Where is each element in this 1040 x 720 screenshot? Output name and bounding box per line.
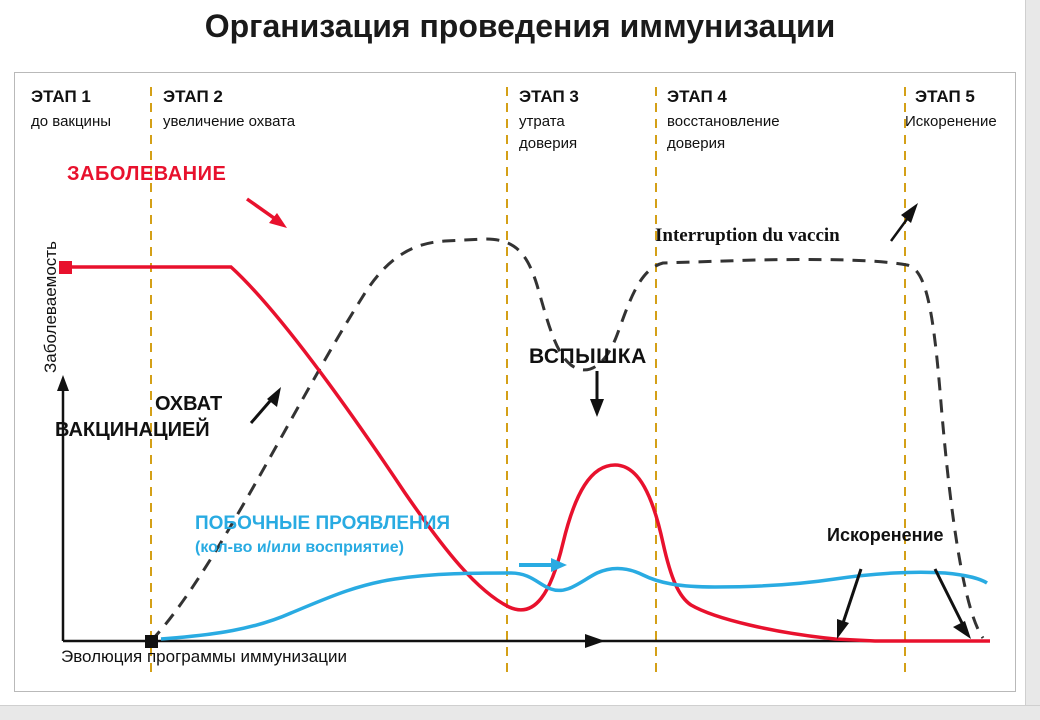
series-disease-line [65, 267, 990, 641]
annotation-coverage-line1: ОХВАТ [155, 393, 223, 415]
annotation-interruption: Interruption du vaccin [655, 225, 840, 246]
stage-2-subtitle: увеличение охвата [163, 113, 296, 130]
x-axis-label: Эволюция программы иммунизации [61, 647, 347, 666]
stage-1-subtitle: до вакцины [31, 113, 112, 130]
coverage-arrow [251, 387, 281, 423]
annotation-side-effects-line2: (кол-во и/или восприятие) [195, 539, 404, 556]
outbreak-arrow [590, 371, 604, 417]
annotation-disease: ЗАБОЛЕВАНИЕ [67, 163, 227, 185]
series-side-effects-line [161, 569, 987, 639]
page-title: Организация проведения иммунизации [204, 8, 836, 44]
stage-4-subtitle-line1: восстановление [667, 113, 780, 130]
stage-5-title: ЭТАП 5 [915, 87, 975, 106]
annotation-side-effects-line1: ПОБОЧНЫЕ ПРОЯВЛЕНИЯ [195, 513, 451, 534]
chart-frame [14, 72, 1016, 692]
slide-right-edge-bar [1025, 0, 1040, 720]
stage-2-title: ЭТАП 2 [163, 87, 223, 106]
stage-1-title: ЭТАП 1 [31, 87, 91, 106]
annotation-coverage-line2: ВАКЦИНАЦИЕЙ [55, 419, 210, 441]
stage-4-subtitle-line2: доверия [667, 135, 726, 152]
stage-3-subtitle-line2: доверия [519, 135, 578, 152]
slide-bottom-edge-bar [0, 705, 1040, 720]
annotation-outbreak: ВСПЫШКА [529, 345, 647, 368]
annotation-eradication: Искоренение [827, 525, 944, 545]
stage-3-title: ЭТАП 3 [519, 87, 579, 106]
y-axis-label: Заболеваемость [41, 241, 60, 373]
disease-arrow [247, 199, 287, 228]
stage-5-subtitle: Искоренение [905, 113, 997, 130]
stage-3-subtitle-line1: утрата [519, 113, 565, 130]
y-axis [57, 375, 69, 641]
stage-4-title: ЭТАП 4 [667, 87, 727, 106]
